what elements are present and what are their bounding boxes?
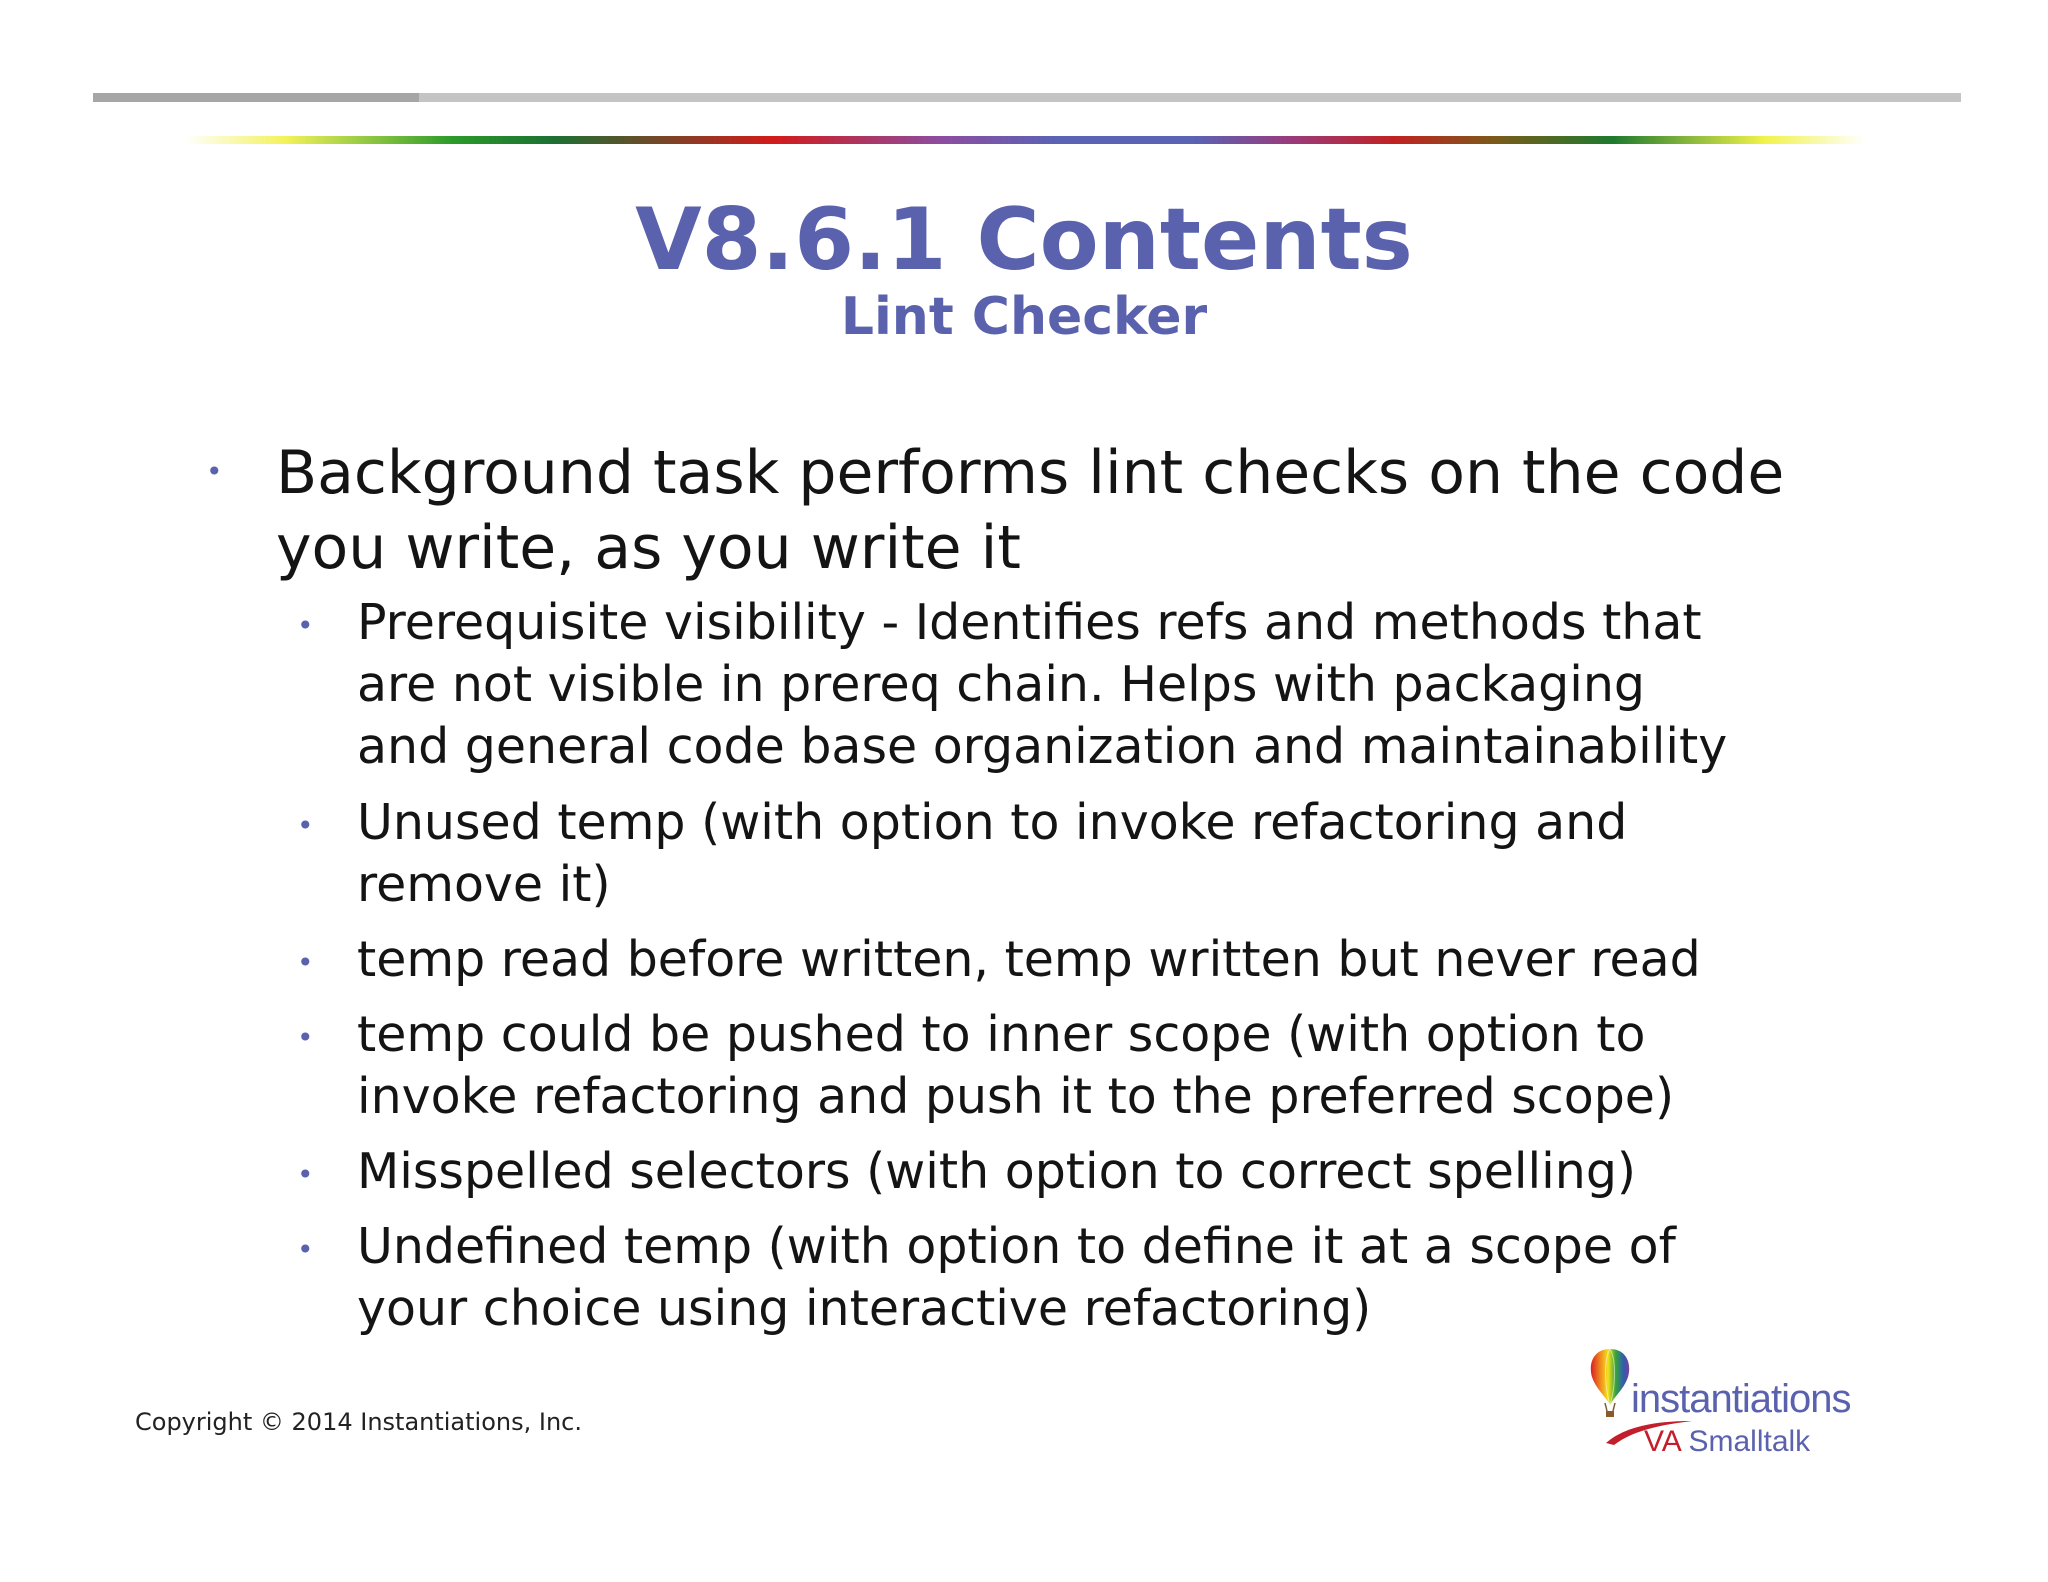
sub-bullet-line: invoke refactoring and push it to the preferred scope): [357, 1068, 1675, 1125]
sub-bullet-line: your choice using interactive refactoring): [357, 1280, 1372, 1337]
copyright-notice: Copyright © 2014 Instantiations, Inc.: [135, 1408, 582, 1436]
slide-subtitle: Lint Checker: [840, 287, 1208, 347]
bullet-dot: •: [297, 809, 314, 842]
sub-bullet-line: Unused temp (with option to invoke refactoring and: [357, 794, 1628, 851]
sub-bullet-line: are not visible in prereq chain. Helps with packaging: [357, 656, 1645, 713]
sub-bullet-temp-inner-scope: [357, 1004, 1837, 1128]
sub-bullet-misspelled-selectors: [357, 1141, 1837, 1203]
slide-title: V8.6.1 Contents: [635, 190, 1413, 290]
logo-product-name: [1644, 1425, 1810, 1459]
logo-company-name: instantiations: [1631, 1377, 1851, 1421]
sub-bullet-prerequisite-visibility: [357, 592, 1837, 778]
sub-bullet-line: Prerequisite visibility - Identifies refs and methods that: [357, 594, 1702, 651]
sub-bullet-line: Misspelled selectors (with option to correct spelling): [357, 1143, 1637, 1200]
main-bullet-line: you write, as you write it: [276, 513, 1021, 583]
main-bullet: [276, 436, 1866, 586]
logo-product-title: Smalltalk: [1688, 1425, 1811, 1458]
sub-bullet-unused-temp: [357, 792, 1837, 916]
sub-bullet-line: remove it): [357, 856, 611, 913]
bullet-dot: •: [297, 1233, 314, 1266]
main-bullet-line: Background task performs lint checks on the code: [276, 438, 1785, 508]
sub-bullet-line: and general code base organization and maintainability: [357, 718, 1728, 775]
sub-bullet-line: Undefined temp (with option to define it at a scope of: [357, 1218, 1676, 1275]
sub-bullet-line: temp read before written, temp written but never read: [357, 931, 1701, 988]
bullet-dot: •: [206, 455, 223, 488]
bullet-dot: •: [297, 1158, 314, 1191]
sub-bullet-temp-read-before-written: [357, 929, 1837, 991]
bullet-dot: •: [297, 1021, 314, 1054]
bullet-dot: •: [297, 609, 314, 642]
company-logo: [1580, 1345, 1870, 1465]
sub-bullet-line: temp could be pushed to inner scope (with option to: [357, 1006, 1646, 1063]
bullet-dot: •: [297, 946, 314, 979]
sub-bullet-undefined-temp: [357, 1216, 1837, 1340]
logo-product-prefix: VA: [1644, 1425, 1681, 1458]
